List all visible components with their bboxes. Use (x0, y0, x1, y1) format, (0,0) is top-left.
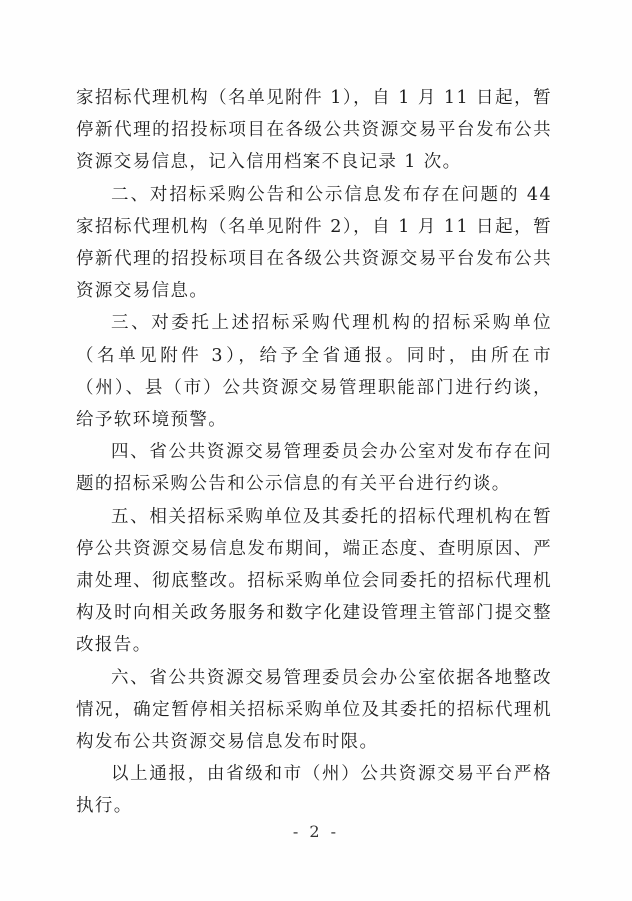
paragraph-continuation: 家招标代理机构（名单见附件 1），自 1 月 11 日起，暂停新代理的招投标项目在各级公共资源交易平台发布公共资源交易信息，记入信用档案不良记录 1 次。 (76, 88, 552, 173)
paragraph-item-5: 五、相关招标采购单位及其委托的招标代理机构在暂停公共资源交易信息发布期间，端正态度、查明原因、严肃处理、彻底整改。招标采购单位会同委托的招标代理机构及时向相关政务服务和数字化建设管理主管部门提交整改报告。 (76, 506, 552, 656)
page-number: - 2 - (292, 822, 340, 841)
paragraph-item-6: 六、省公共资源交易管理委员会办公室依据各地整改情况，确定暂停相关招标采购单位及其委托的招标代理机构发布公共资源交易信息发布时限。 (76, 667, 552, 753)
paragraph-closing: 以上通报，由省级和市（州）公共资源交易平台严格执行。 (76, 764, 552, 817)
paragraph-item-3: 三、对委托上述招标采购代理机构的招标采购单位（名单见附件 3），给予全省通报。同时，由所在市（州）、县（市）公共资源交易管理职能部门进行约谈，给予软环境预警。 (76, 313, 552, 431)
paragraph-item-4: 四、省公共资源交易管理委员会办公室对发布存在问题的招标采购公告和公示信息的有关平台进行约谈。 (76, 442, 552, 495)
document-body (76, 82, 552, 823)
paragraph-item-2: 二、对招标采购公告和公示信息发布存在问题的 44 家招标代理机构（名单见附件 2），自 1 月 11 日起，暂停新代理的招投标项目在各级公共资源交易平台发布公共资源交易信息。 (76, 184, 552, 302)
